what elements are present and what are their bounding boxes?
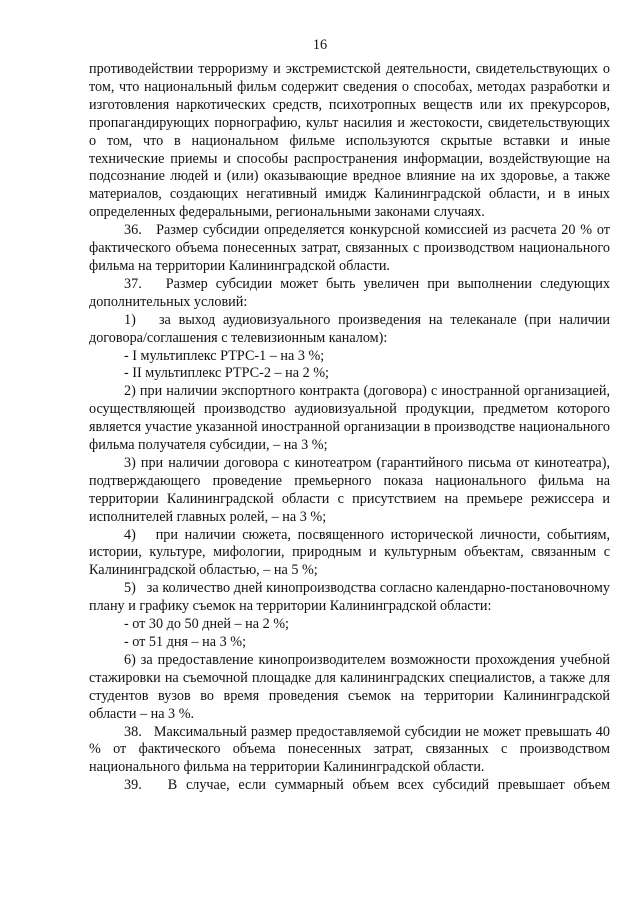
condition-5-item-1: - от 30 до 50 дней – на 2 %;	[124, 616, 289, 633]
condition-3: 3) при наличии договора с кинотеатром (гарантийного письма от кинотеатра), подтверждающего проведение премьерного показа национального фильма на территории Калининградской области с присутствием на премьере режиссера и исполнителей главных ролей, – на 3 %;	[89, 454, 610, 525]
paragraph-continuation: противодействии терроризму и экстремистской деятельности, свидетельствующих о том, что национальный фильм содержит сведения о способах, методах разработки и изготовления наркотических средств, психотропных веществ или их прекурсоров, пропагандирующих порнографию, культ насилия и жестокости, свидетельствующих о том, что в национальном фильме используются скрытые вставки и иные технические приемы и способы распространения информации, воздействующие на подсознание людей и (или) оказывающие вредное влияние на их здоровье, а также материалов, создающих негативный имидж Калининградской области, и в иных определенных федеральными, региональными законами случаях.	[89, 61, 610, 221]
page-number: 16	[312, 37, 328, 53]
paragraph-38: 38. Максимальный размер предоставляемой субсидии не может превышать 40 % от фактического объема понесенных затрат, связанных с производством национального фильма на территории Калининградской области.	[89, 723, 610, 776]
condition-1: 1) за выход аудиовизуального произведения на телеканале (при наличии договора/соглашения с телевизионным каналом):	[89, 311, 610, 346]
condition-5-item-2: - от 51 дня – на 3 %;	[124, 634, 247, 650]
document-body	[89, 61, 610, 795]
condition-6: 6) за предоставление кинопроизводителем возможности прохождения учебной стажировки на съемочной площадке для калининградских специалистов, а также для студентов вузов во время проведения съемок на территории Калининградской области – на 3 %.	[89, 651, 610, 722]
condition-5: 5) за количество дней кинопроизводства согласно календарно-постановочному плану и графику съемок на территории Калининградской области:	[89, 580, 610, 615]
condition-4: 4) при наличии сюжета, посвященного исторической личности, событиям, истории, культуре, мифологии, природным и культурным объектам, связанным с Калининградской областью, – на 5 %;	[89, 526, 610, 579]
condition-2: 2) при наличии экспортного контракта (договора) с иностранной организацией, осуществляющей производство аудиовизуальной продукции, предметом которого является участие указанной иностранной организации в производстве национального фильма получателя субсидии, – на 3 %;	[89, 383, 610, 454]
condition-1-item-1: - I мультиплекс РТРС-1 – на 3 %;	[124, 347, 325, 364]
paragraph-37: 37. Размер субсидии может быть увеличен при выполнении следующих дополнительных условий:	[89, 275, 610, 310]
paragraph-39: 39. В случае, если суммарный объем всех субсидий превышает объем	[124, 777, 610, 794]
paragraph-36: 36. Размер субсидии определяется конкурсной комиссией из расчета 20 % от фактического объема понесенных затрат, связанных с производством национального фильма на территории Калининградской области.	[89, 222, 610, 274]
condition-1-item-2: - II мультиплекс РТРС-2 – на 2 %;	[124, 365, 329, 382]
